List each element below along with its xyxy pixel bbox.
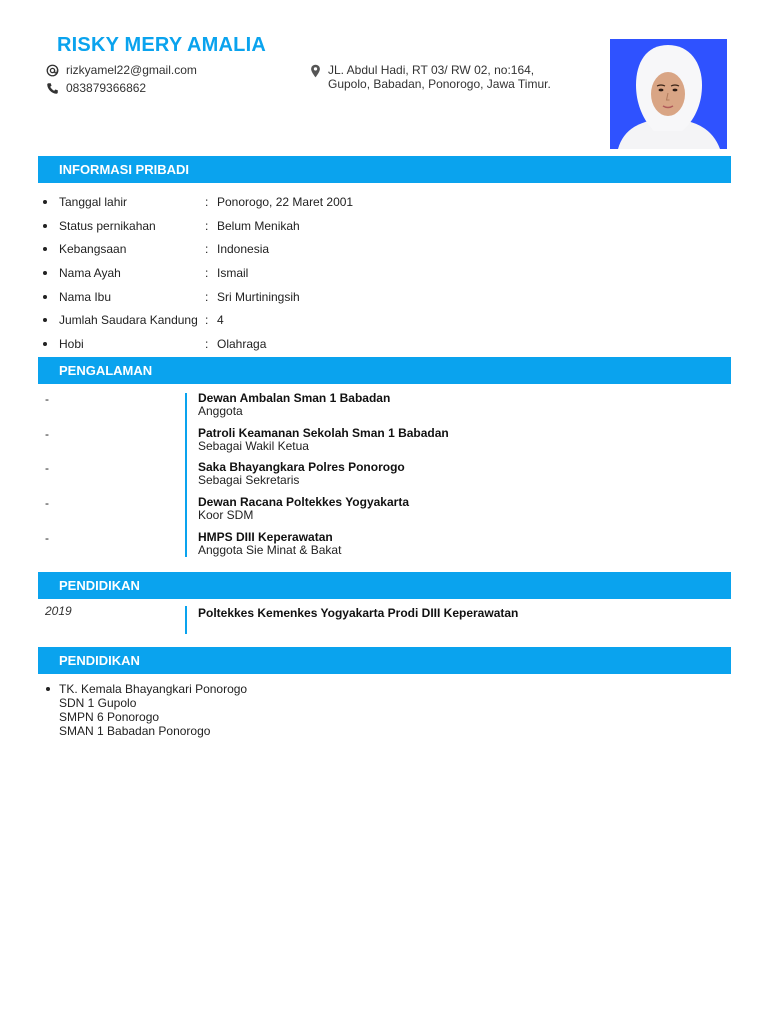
bullet	[43, 200, 47, 204]
bullet	[43, 342, 47, 346]
info-value: Indonesia	[217, 242, 270, 257]
info-separator: :	[205, 289, 209, 304]
phone-text[interactable]: 083879366862	[66, 81, 147, 95]
experience-role: Sebagai Wakil Ketua	[198, 439, 309, 453]
info-label: Nama Ibu	[59, 289, 112, 304]
section-header-education: PENDIDIKAN	[38, 572, 731, 599]
school-item: TK. Kemala Bhayangkari Ponorogo	[59, 682, 248, 696]
bullet	[43, 224, 47, 228]
timeline-line	[185, 606, 187, 634]
at-icon	[45, 63, 59, 77]
section-header-experience: PENGALAMAN	[38, 357, 731, 384]
experience-role: Sebagai Sekretaris	[198, 473, 300, 487]
info-separator: :	[205, 265, 209, 280]
experience-title: Dewan Ambalan Sman 1 Babadan	[198, 391, 391, 405]
education-title: Poltekkes Kemenkes Yogyakarta Prodi DIII Keperawatan	[198, 606, 519, 620]
list-marker: -	[45, 531, 49, 545]
experience-role: Anggota	[198, 404, 243, 418]
info-separator: :	[205, 194, 209, 209]
info-label: Jumlah Saudara Kandung	[59, 313, 198, 328]
info-item-nationality	[40, 237, 640, 261]
experience-title: Patroli Keamanan Sekolah Sman 1 Babadan	[198, 426, 449, 440]
list-marker: -	[45, 427, 49, 441]
address-line-1: JL. Abdul Hadi, RT 03/ RW 02, no:164,	[328, 63, 535, 77]
list-marker: -	[45, 392, 49, 406]
list-marker: -	[45, 461, 49, 475]
info-item-marital-status	[40, 214, 640, 238]
info-value: Sri Murtiningsih	[217, 289, 300, 304]
school-item: SMPN 6 Ponorogo	[59, 710, 160, 724]
info-label: Hobi	[59, 336, 84, 351]
list-marker: -	[45, 496, 49, 510]
info-separator: :	[205, 336, 209, 351]
experience-title: Saka Bhayangkara Polres Ponorogo	[198, 460, 405, 474]
email-text[interactable]: rizkyamel22@gmail.com	[66, 63, 197, 77]
info-value: Ponorogo, 22 Maret 2001	[217, 194, 354, 209]
info-separator: :	[205, 218, 209, 233]
info-label: Kebangsaan	[59, 242, 127, 257]
bullet	[43, 247, 47, 251]
info-label: Tanggal lahir	[59, 194, 128, 209]
info-value: Belum Menikah	[217, 218, 300, 233]
phone-row	[45, 81, 146, 95]
candidate-name: RISKY MERY AMALIA	[57, 34, 266, 56]
info-item-father	[40, 261, 640, 285]
experience-title: HMPS DIII Keperawatan	[198, 530, 333, 544]
experience-role: Anggota Sie Minat & Bakat	[198, 543, 342, 557]
info-item-mother	[40, 285, 640, 309]
timeline-line	[185, 393, 187, 557]
profile-photo	[610, 39, 727, 149]
school-item: SDN 1 Gupolo	[59, 696, 137, 710]
info-separator: :	[205, 313, 209, 328]
info-item-birth	[40, 190, 640, 214]
address-line-2: Gupolo, Babadan, Ponorogo, Jawa Timur.	[328, 77, 551, 91]
info-value: Olahraga	[217, 336, 267, 351]
section-header-personal-info: INFORMASI PRIBADI	[38, 156, 731, 183]
map-pin-icon	[310, 64, 322, 78]
bullet	[43, 271, 47, 275]
email-row	[45, 63, 197, 77]
education-year: 2019	[45, 604, 72, 618]
address-block	[310, 63, 551, 91]
info-value: Ismail	[217, 265, 249, 280]
info-separator: :	[205, 242, 209, 257]
info-value: 4	[217, 313, 224, 328]
bullet	[46, 687, 50, 691]
info-label: Nama Ayah	[59, 265, 121, 280]
school-item: SMAN 1 Babadan Ponorogo	[59, 724, 211, 738]
info-label: Status pernikahan	[59, 218, 156, 233]
experience-role: Koor SDM	[198, 508, 254, 522]
phone-icon	[45, 81, 59, 95]
experience-title: Dewan Racana Poltekkes Yogyakarta	[198, 495, 409, 509]
section-header-schools: PENDIDIKAN	[38, 647, 731, 674]
bullet	[43, 318, 47, 322]
bullet	[43, 295, 47, 299]
personal-info-list	[40, 190, 640, 356]
info-item-hobby	[40, 332, 640, 356]
info-item-siblings	[40, 308, 640, 332]
